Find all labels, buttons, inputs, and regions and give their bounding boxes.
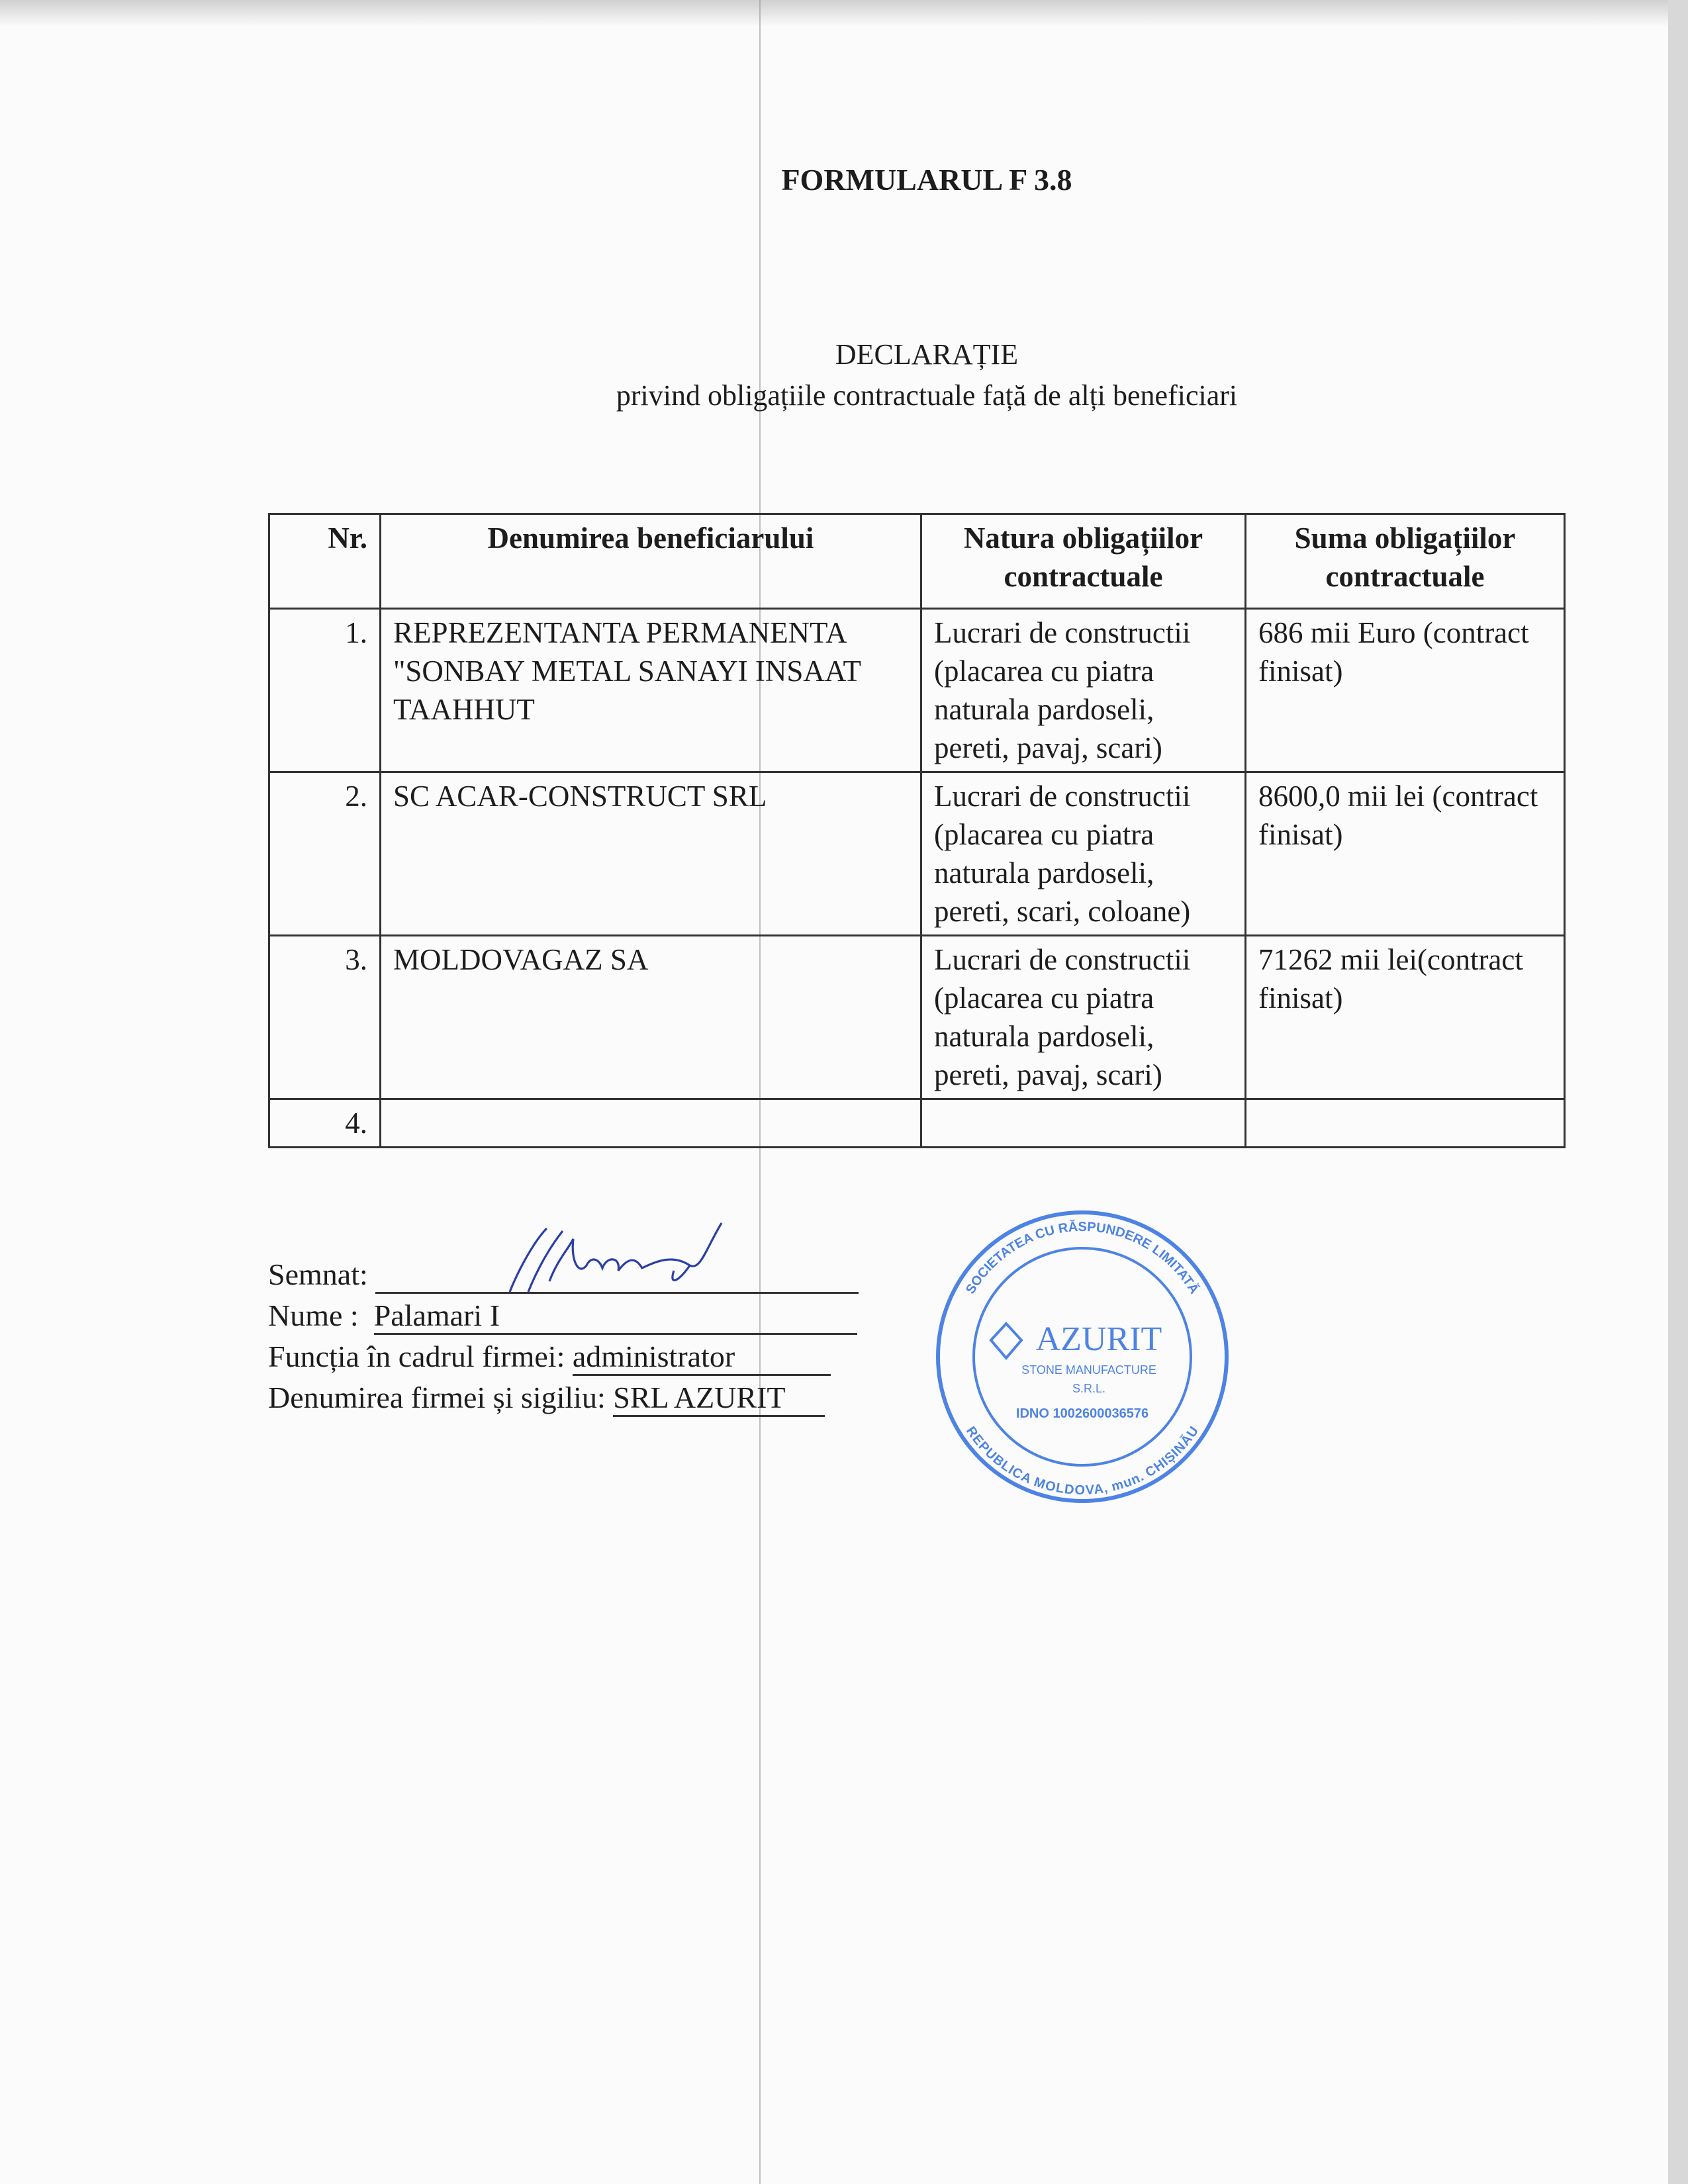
scan-top-edge: [0, 0, 1688, 26]
table-row: [269, 1099, 1565, 1148]
cell-nature: Lucrari de constructii (placarea cu piatra naturala pardoseli, pereti, pavaj, scari): [921, 609, 1246, 772]
company-line: [268, 1377, 917, 1418]
svg-text:STONE MANUFACTURE: STONE MANUFACTURE: [1021, 1363, 1156, 1377]
cell-sum: [1246, 1099, 1565, 1148]
cell-name: REPREZENTANTA PERMANENTA "SONBAY METAL SANAYI INSAAT TAAHHUT: [381, 609, 921, 772]
cell-name: MOLDOVAGAZ SA: [381, 936, 921, 1099]
signature-area: [268, 1219, 1566, 1559]
svg-text:SOCIETATEA CU RĂSPUNDERE LIMIT: SOCIETATEA CU RĂSPUNDERE LIMITATĂ: [962, 1219, 1202, 1297]
declaration-heading: [0, 334, 1688, 416]
table-row: [269, 772, 1565, 936]
cell-nature: [921, 1099, 1246, 1148]
svg-text:IDNO 1002600036576: IDNO 1002600036576: [1015, 1406, 1149, 1421]
name-value: Palamari I: [374, 1298, 857, 1335]
svg-text:REPUBLICA MOLDOVA, mun. CHIȘIN: REPUBLICA MOLDOVA, mun. CHIȘINĂU: [963, 1424, 1201, 1498]
cell-nr: 1.: [269, 609, 381, 772]
cell-nr: 4.: [269, 1099, 381, 1148]
header-name: Denumirea beneficiarului: [381, 514, 921, 609]
company-label: Denumirea firmei și sigiliu:: [268, 1381, 606, 1414]
table-header-row: [269, 514, 1565, 609]
function-line: [268, 1336, 917, 1377]
cell-nr: 2.: [269, 772, 381, 936]
cell-name: [381, 1099, 921, 1148]
cell-nature: Lucrari de constructii (placarea cu piatra naturala pardoseli, pereti, pavaj, scari): [921, 936, 1246, 1099]
scan-right-edge: [1668, 0, 1688, 2184]
name-label: Nume :: [268, 1298, 359, 1332]
handwritten-signature: [470, 1218, 761, 1297]
cell-nature: Lucrari de constructii (placarea cu piatra naturala pardoseli, pereti, scari, coloane): [921, 772, 1246, 936]
table-row: [269, 936, 1565, 1099]
header-sum: Suma obligațiilor contractuale: [1246, 514, 1565, 609]
name-line: [268, 1295, 917, 1336]
cell-nr: 3.: [269, 936, 381, 1099]
svg-text:S.R.L.: S.R.L.: [1072, 1382, 1106, 1395]
signed-label: Semnat:: [268, 1257, 368, 1291]
cell-sum: 686 mii Euro (contract finisat): [1246, 609, 1565, 772]
svg-text:AZURIT: AZURIT: [1035, 1320, 1162, 1358]
header-nr: Nr.: [269, 514, 381, 609]
cell-name: SC ACAR-CONSTRUCT SRL: [381, 772, 921, 936]
function-label: Funcția în cadrul firmei:: [268, 1340, 565, 1373]
cell-sum: 8600,0 mii lei (contract finisat): [1246, 772, 1565, 936]
company-value: SRL AZURIT: [613, 1381, 825, 1417]
header-nature: Natura obligațiilor contractuale: [921, 514, 1246, 609]
doc-title: DECLARAȚIE: [835, 338, 1019, 371]
function-value: administrator: [573, 1340, 831, 1376]
company-seal: [930, 1205, 1235, 1509]
cell-sum: 71262 mii lei(contract finisat): [1246, 936, 1565, 1099]
obligations-table: [268, 513, 1566, 1148]
document-body: [268, 513, 1566, 1559]
form-title: FORMULARUL F 3.8: [781, 163, 1072, 197]
table-row: [269, 609, 1565, 772]
doc-subtitle: privind obligațiile contractuale față de alți beneficiari: [616, 379, 1238, 412]
